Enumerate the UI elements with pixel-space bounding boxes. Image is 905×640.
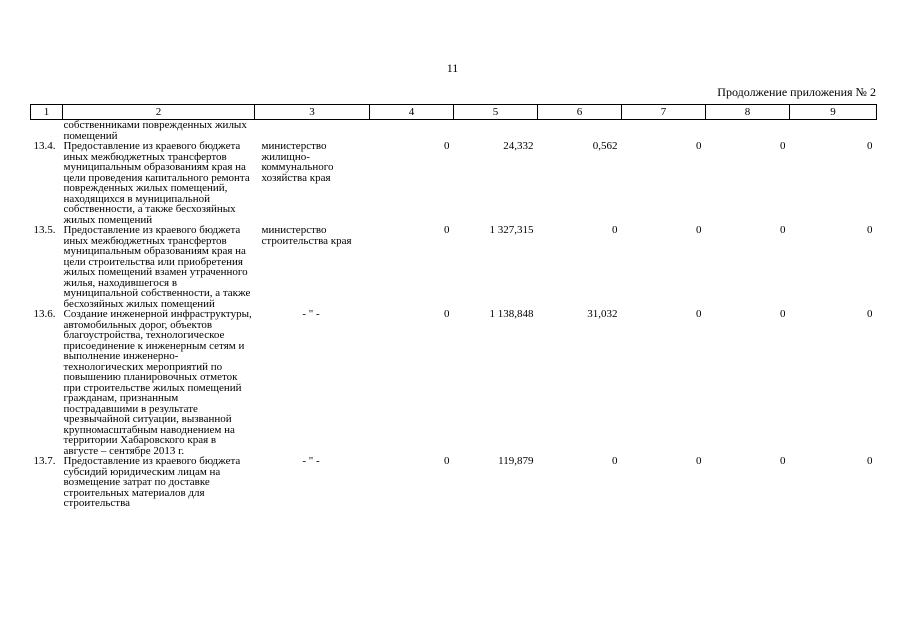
value-col-4	[370, 120, 454, 142]
column-header-8: 8	[706, 105, 790, 120]
value-col-7	[622, 120, 706, 142]
value-col-5: 1 138,848	[489, 308, 534, 320]
appendix-table	[30, 104, 877, 509]
page-number: 11	[446, 61, 459, 75]
executor-ditto-mark: - " -	[302, 455, 320, 467]
value-col-5: 24,332	[503, 140, 534, 152]
measure-name: Предоставление из краевого бюджета субсидий юридическим лицам на возмещение затрат по доставке строительных материалов для строительства	[63, 455, 241, 509]
value-col-9: 0	[867, 455, 873, 467]
value-col-7: 0	[696, 224, 702, 236]
value-col-9: 0	[867, 224, 873, 236]
table-row	[31, 141, 877, 225]
row-number	[31, 120, 63, 142]
column-header-7: 7	[622, 105, 706, 120]
row-number: 13.5.	[33, 224, 56, 236]
value-col-6: 0,562	[592, 140, 618, 152]
column-header-4: 4	[370, 105, 454, 120]
executor: министерство строительства края	[261, 224, 352, 247]
column-header-9: 9	[790, 105, 877, 120]
value-col-8	[706, 120, 790, 142]
value-col-8: 0	[780, 308, 786, 320]
value-col-7: 0	[696, 455, 702, 467]
row-number: 13.6.	[33, 308, 56, 320]
value-col-8: 0	[780, 224, 786, 236]
value-col-9: 0	[867, 308, 873, 320]
column-header-1: 1	[31, 105, 63, 120]
executor: министерство жилищно-коммунального хозяйства края	[261, 140, 334, 184]
value-col-4: 0	[444, 224, 450, 236]
table-row	[31, 225, 877, 309]
column-header-5: 5	[454, 105, 538, 120]
value-col-6: 0	[612, 224, 618, 236]
value-col-7: 0	[696, 308, 702, 320]
value-col-5: 1 327,315	[489, 224, 534, 236]
value-col-8: 0	[780, 455, 786, 467]
column-header-6: 6	[538, 105, 622, 120]
continuation-label: Продолжение приложения № 2	[717, 85, 876, 99]
value-col-4: 0	[444, 140, 450, 152]
column-header-2: 2	[63, 105, 255, 120]
value-col-7: 0	[696, 140, 702, 152]
value-col-6: 31,032	[587, 308, 618, 320]
value-col-5: 119,879	[498, 455, 534, 467]
value-col-4: 0	[444, 455, 450, 467]
table-row	[31, 309, 877, 456]
measure-name: Предоставление из краевого бюджета иных межбюджетных трансфертов муниципальным образованиям края на цели проведения капитального ремонта поврежденных жилых помещений, находящихся в муниципальной собственности, а также бесхозяйных жилых помещений	[63, 140, 250, 226]
value-col-4: 0	[444, 308, 450, 320]
row-number: 13.4.	[33, 140, 56, 152]
table-row	[31, 456, 877, 509]
value-col-6	[538, 120, 622, 142]
value-col-6: 0	[612, 455, 618, 467]
column-header-3: 3	[255, 105, 370, 120]
measure-name: собственниками поврежденных жилых помещений	[63, 119, 247, 142]
table-header-row	[31, 105, 877, 120]
value-col-9: 0	[867, 140, 873, 152]
measure-name: Создание инженерной инфраструктуры, автомобильных дорог, объектов благоустройства, технологическое присоединение к инженерным сетям и выполнение инженерно-технологических мероприятий по повышению планировочных отметок при строительстве жилых помещений гражданам, признанным пострадавшими в результате чрезвычайной ситуации, вызванной крупномасштабным наводнением на территории Хабаровского края в августе – сентябре 2013 г.	[63, 308, 252, 457]
executor-ditto-mark: - " -	[302, 308, 320, 320]
value-col-9	[790, 120, 877, 142]
value-col-8: 0	[780, 140, 786, 152]
executor	[255, 120, 370, 142]
row-number: 13.7.	[33, 455, 56, 467]
value-col-5	[454, 120, 538, 142]
measure-name: Предоставление из краевого бюджета иных межбюджетных трансфертов муниципальным образованиям края на цели строительства или приобретения жилых помещений взамен утраченного жилья, находившегося в муниципальной собственности, а также бесхозяйных жилых помещений	[63, 224, 251, 310]
table-row-continued	[31, 120, 877, 142]
